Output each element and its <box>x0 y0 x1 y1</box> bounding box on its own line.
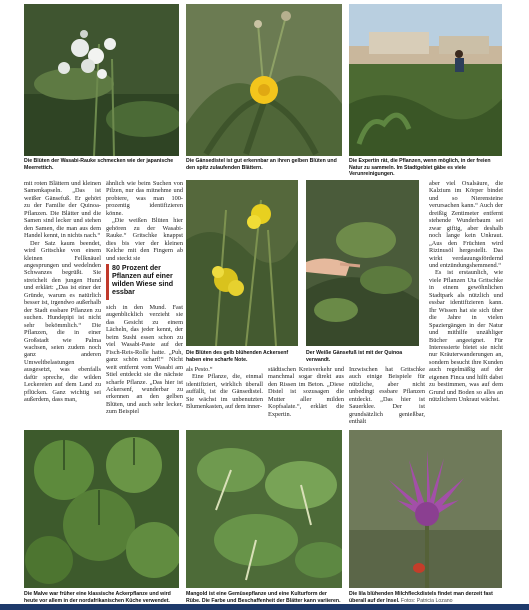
column-6-paragraph-1: aber viel Oxalsäure, die Kalzium im Körper bindet und so Nierensteine verursachen kann.“ Auch der dreißig Zentimeter entfernt stehende Wunderbaum sei zwar giftig, aber deshalb noch lange kein Unkraut. „Aus den Früchten wird Rizinusöl hergestellt. Das wirkt verdauungsfördernd und entzündungshemmend.“ <box>429 180 503 269</box>
expert-in-field-photo <box>349 4 502 156</box>
column-2-paragraph-1: ähnlich wie beim Suchen von Pilzen, nur das mitnehme und probiere, was man 100-prozentig identifizieren könne. <box>106 180 183 217</box>
article-column-3 <box>186 366 263 424</box>
yellow-mustard-photo <box>186 180 298 346</box>
column-2-paragraph-2: „Die weißen Blüten hier gehören zu der Wasabi-Rauke.“ Gritschke knappst dies bis vier der kleinen Kelche mit den Fingern ab und steckt sie <box>106 217 183 260</box>
column-1-paragraph-1: mit roten Blättern und kleinen Samenkapseln. „Das ist weißer Gänsefuß. Er gehört zu der Familie der Quinoa-Pflanzen. Die Blätter und die Samen sind lecker und stehen den Samen, die man aus dem Handel kennt, in nichts nach.“ <box>24 180 101 240</box>
column-1-paragraph-2: Der Satz kaum beendet, wird Gritschke von einem kleinen Fellknäuel angesprungen und wedelnden Schwanzes begrüßt. Sie streichelt den jungen Hund und erklärt: „Das ist einer der Gründe, warum es natürlich besser ist, irgendwo außerhalb der Stadt essbare Pflanzen zu suchen. Hundepipi ist nicht sehr bekömmlich.“ Die Pflanzen, die in einer Großstadt wie Palma wachsen, seien zudem noch ganz anderen Umweltbelastungen ausgesetzt, was ebenfalls dafür spreche, die wilden Leckereien auf dem Land zu pflücken. Ganz wichtig sei außerdem, dass man, <box>24 239 101 404</box>
article-column-2-top <box>106 180 183 260</box>
pull-quote: 80 Prozent der Pflanzen auf einer wilden Wiese sind essbar <box>106 264 185 300</box>
column-6-paragraph-2: Es ist erstaunlich, wie viele Pflanzen Uta Gritschke in einem gewöhnlichen Stadtpark als nützlich und essbar identifizieren kann. Ihr Wissen hat sie sich über die Jahre in vielen Spaziergängen in der Natur und mithilfe unzähliger Bücher angeeignet. Für Interessierte bietet sie nicht nur Kräuterwanderungen an, sondern besucht ihre Kunden auch regelmäßig auf der eigenen Finca und hilft dabei zu bestimmen, was auf dem Grund und Boden so alles an nützlichem Unkraut wächst. <box>429 269 503 404</box>
article-column-2-bottom <box>106 304 183 424</box>
mallow-photo <box>24 430 179 588</box>
column-4-paragraph-1: städtischen Kreisverkehr und manchmal sogar direkt aus den Rissen im Beton. „Diese Distel ist sozusagen die Mutter aller milden Kopfsalate.“, erklärt die Expertin. <box>268 366 344 418</box>
page-bottom-edge <box>0 604 529 610</box>
column-5-paragraph-1: Inzwischen hat Gritschke auch einige Beispiele für nützliche, aber nicht unbedingt essbare Pflanzen entdeckt. „Das hier ist Sauerklee. Der ist grundsätzlich genießbar, enthält <box>349 366 425 424</box>
article-column-1 <box>24 180 101 424</box>
article-column-6 <box>429 180 503 424</box>
mangold-photo <box>186 430 342 588</box>
column-2-paragraph-3: sich in den Mund. Fast augenblicklich verzieht sie das Gesicht zu einem Lächeln, das jeder kennt, der beim Sushi essen schon zu viel Wasabi-Paste auf der Fisch-Reis-Rolle hatte. „Puh, ganz schön scharf!“ Nicht weit entfernt vom Wasabi am Stiel entdeckt sie die nächste scharfe Pflanze. „Das hier ist Ackersenf, wunderbar zu erkennen an den gelben Blüten, und auch sehr lecker, zum Beispiel <box>106 304 183 416</box>
caption-yellow-mustard: Die Blüten des gelb blühenden Ackersenf haben eine scharfe Note. <box>186 350 289 363</box>
milk-thistle-photo <box>349 430 502 588</box>
caption-quinoa: Der Weiße Gänsefuß ist mit der Quinoa verwandt. <box>306 350 403 363</box>
article-column-4 <box>268 366 344 424</box>
caption-mangold: Mangold ist eine Gemüsepflanze und eine Kulturform der Rübe. Die Farbe und Beschaffenheit der Blätter kann variieren. <box>186 591 341 604</box>
wasabi-flowers-photo <box>24 4 179 156</box>
article-column-5 <box>349 366 425 424</box>
caption-milk-thistle-text: Die lila blühenden Milchfleckdistels findet man derzeit fast überall auf der Insel. <box>349 591 493 604</box>
quinoa-goosefoot-photo <box>306 180 419 346</box>
column-3-paragraph-1: als Pesto.“ <box>186 366 213 373</box>
photo-credit: Fotos: Patricia Lozano <box>400 597 453 604</box>
column-3-paragraph-2: Eine Pflanze, die, einmal identifiziert, wirklich überall auffällt, ist die Gänsedistel. Sie wächst im unbenutzten Blumenkasten, auf dem inner- <box>186 373 263 411</box>
caption-wasabi: Die Blüten der Wasabi-Rauke schmecken wie der japanische Meerrettich. <box>24 158 174 171</box>
caption-dandelion: Die Gänsedistel ist gut erkennbar an ihren gelben Blüten und den spitz zulaufenden Blättern. <box>186 158 337 171</box>
dandelion-photo <box>186 4 342 156</box>
caption-mallow: Die Malve war früher eine klassische Ackerpflanze und wird heute vor allem in der nordafrikanischen Küche verwendet. <box>24 591 171 604</box>
caption-milk-thistle <box>349 591 502 604</box>
caption-expert: Die Expertin rät, die Pflanzen, wenn möglich, in der freien Natur zu sammeln. Im Stadtgebiet gäbe es viele Verunreinigungen. <box>349 158 491 178</box>
